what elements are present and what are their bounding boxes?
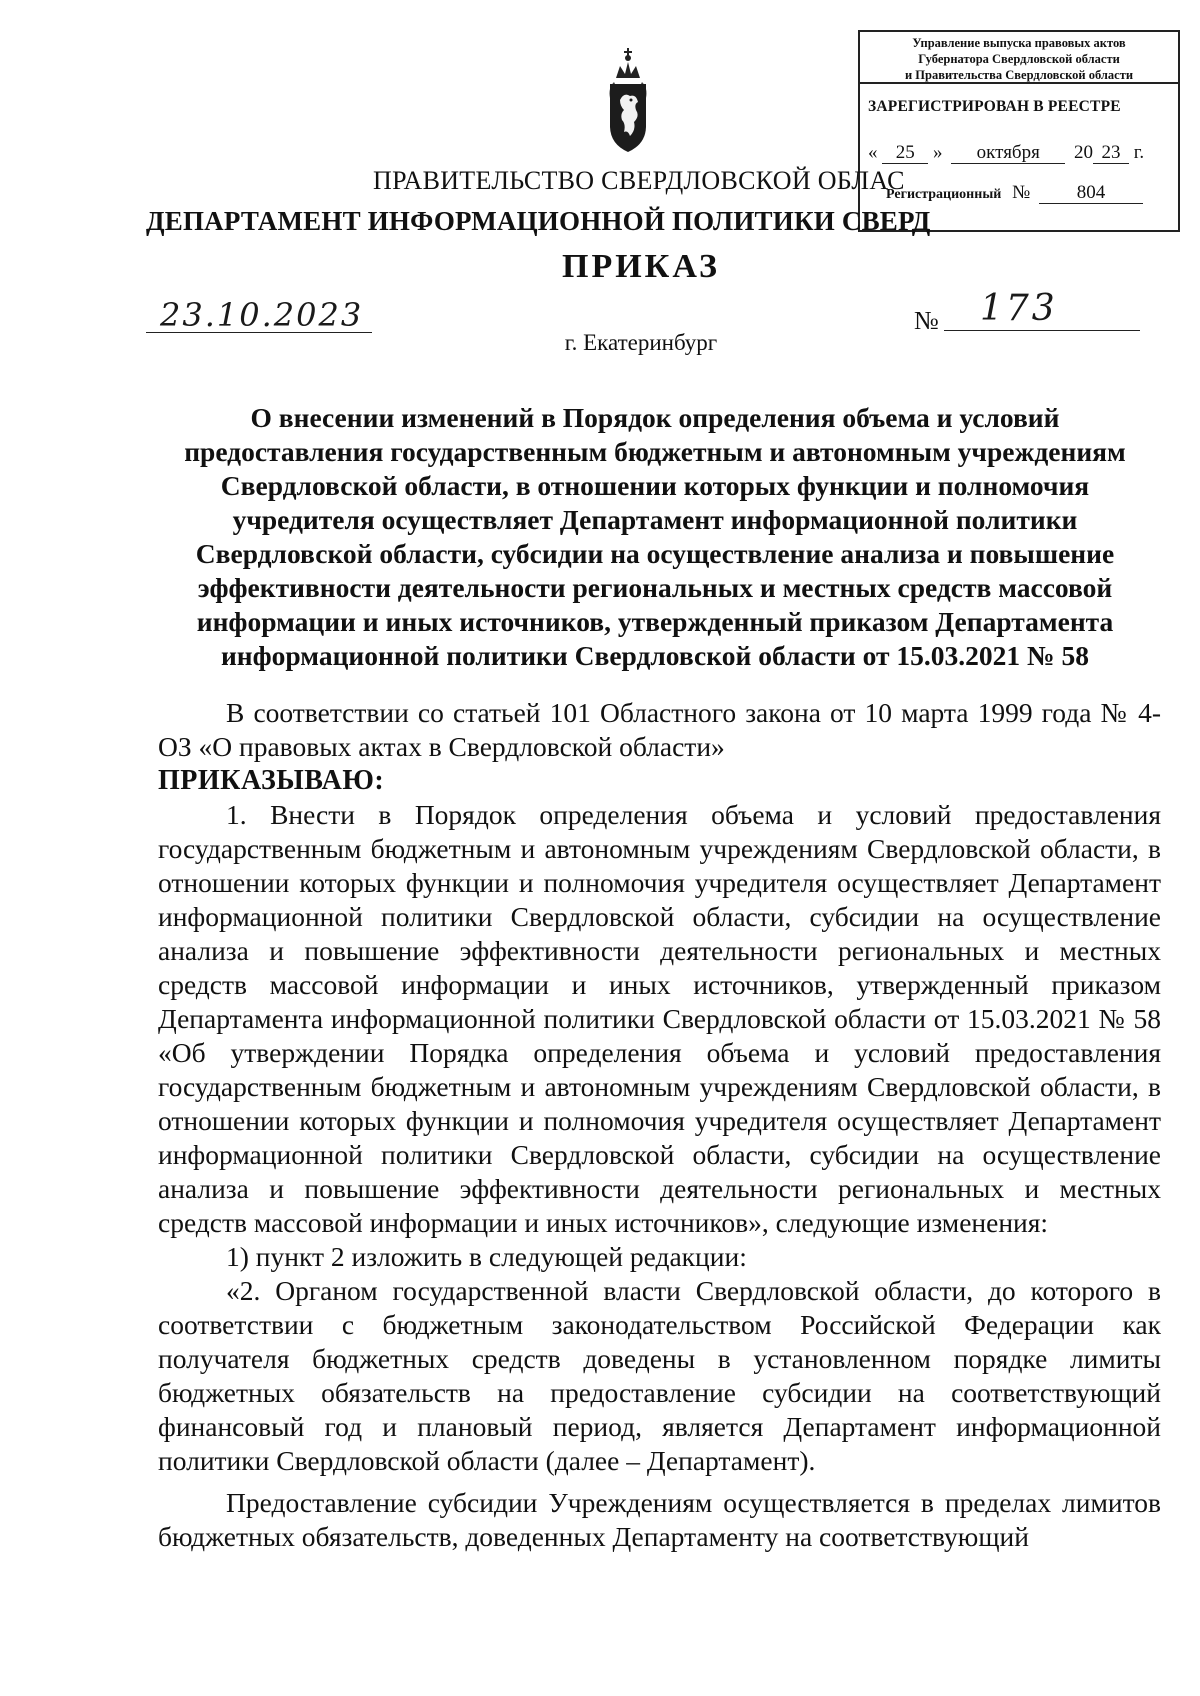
stamp-org-line: и Правительства Свердловской области xyxy=(904,68,1134,82)
last-paragraph: Предоставление субсидии Учреждениям осуществляется в пределах лимитов бюджетных обязательств, доведенных Департаменту на соответствующий xyxy=(158,1487,1161,1552)
city-name: г. Екатеринбург xyxy=(564,330,718,355)
stamp-org-line: Губернатора Свердловской области xyxy=(918,52,1120,66)
stamp-org-line: Управление выпуска правовых актов xyxy=(912,36,1126,50)
stamp-num-sign: № xyxy=(1012,182,1031,203)
coat-of-arms-emblem xyxy=(598,44,658,156)
stamp-registered-label: ЗАРЕГИСТРИРОВАН В РЕЕСТРЕ xyxy=(868,98,1121,115)
stamp-reg-label: Регистрационный xyxy=(886,187,1002,202)
order-number-handwritten: 173 xyxy=(980,288,1058,329)
stamp-organization xyxy=(860,32,1178,84)
stamp-month: октября xyxy=(951,143,1065,164)
registry-stamp xyxy=(858,30,1180,232)
stamp-year-prefix: 20 xyxy=(1074,142,1093,163)
quoted-item-2-paragraph: «2. Органом государственной власти Свердловской области, до которого в соответствии с бюджетным законодательством Российской Федерации как получателя бюджетных средств доведены в установленном порядке лимиты бюджетных обязательств на предоставление субсидии на соответствующий финансовый год и плановый период, является Департамент информационной политики Свердловской области (далее – Департамент). xyxy=(158,1275,1161,1476)
stamp-day: 25 xyxy=(882,143,928,164)
stamp-number-row xyxy=(886,182,1143,204)
stamp-date-row xyxy=(868,142,1172,164)
item-1-paragraph: 1. Внести в Порядок определения объема и условий предоставления государственным бюджетным и автономным учреждениям Свердловской области, в отношении которых функции и полномочия учредителя осуществляет Департамент информационной политики Свердловской области, субсидии на осуществление анализа и повышение эффективности деятельности региональных и местных средств массовой информации и иных источников, утвержденный приказом Департамента информационной политики Свердловской области от 15.03.2021 № 58 «Об утверждении Порядка определения объема и условий предоставления государственным бюджетным и автономным учреждениям Свердловской области, в отношении которых функции и полномочия учредителя осуществляет Департамент информационной политики Свердловской области, субсидии на осуществление анализа и повышение эффективности деятельности региональных и местных средств массовой информации и иных источников», следующие изменения: xyxy=(158,799,1161,1238)
subitem-1-paragraph: 1) пункт 2 изложить в следующей редакции: xyxy=(226,1241,747,1272)
document-heading: О внесении изменений в Порядок определения объема и условий предоставления государственным бюджетным и автономным учреждениям Свердловской области, в отношении которых функции и полномочия учредителя осуществляет Департамент информационной политики Свердловской области, субсидии на осуществление анализа и повышение эффективности деятельности региональных и местных средств массовой информации и иных источников, утвержденный приказом Департамента информационной политики Свердловской области от 15.03.2021 № 58 xyxy=(184,402,1126,671)
department-name: ДЕПАРТАМЕНТ ИНФОРМАЦИОННОЙ ПОЛИТИКИ СВЕРД xyxy=(146,206,931,236)
stamp-quote-open: « xyxy=(868,142,878,163)
order-date-handwritten: 23.10.2023 xyxy=(160,296,364,334)
stamp-year-suffix: 23 xyxy=(1093,143,1129,164)
stamp-quote-close: » xyxy=(933,142,943,163)
document-body xyxy=(158,696,1161,1554)
preamble-paragraph: В соответствии со статьей 101 Областного закона от 10 марта 1999 года № 4-ОЗ «О правовых актах в Свердловской области» xyxy=(158,697,1161,762)
stamp-reg-number: 804 xyxy=(1039,183,1143,204)
order-word: ПРИКАЗЫВАЮ: xyxy=(158,765,385,796)
order-title: ПРИКАЗ xyxy=(562,248,720,285)
stamp-year-unit: г. xyxy=(1133,142,1145,163)
government-name: ПРАВИТЕЛЬСТВО СВЕРДЛОВСКОЙ ОБЛАС xyxy=(373,166,905,195)
order-number-sign: № xyxy=(914,306,939,335)
